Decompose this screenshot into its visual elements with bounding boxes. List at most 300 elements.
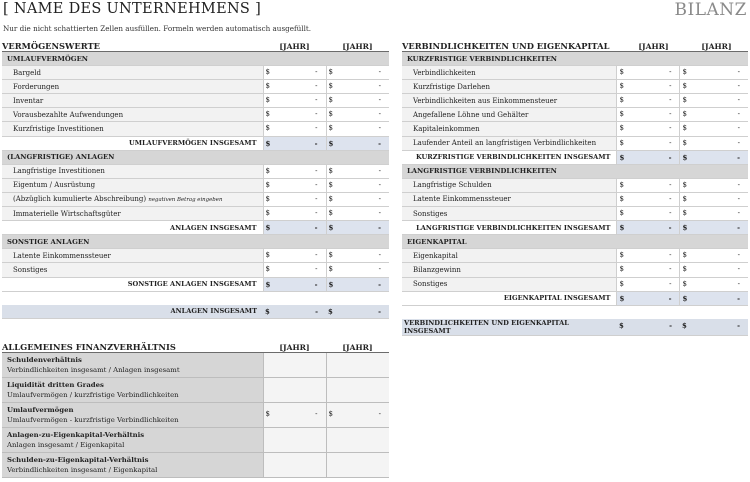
currency-symbol: $ <box>265 68 270 77</box>
row-label-text: Vorausbezahlte Aufwendungen <box>13 110 124 119</box>
assets-header <box>2 38 389 51</box>
table-row <box>2 66 389 80</box>
assets-section <box>2 38 389 319</box>
cell-value: - <box>669 82 672 91</box>
ratios-year2[interactable]: [JAHR] <box>342 343 373 352</box>
row-label-text: Kurzfristige Investitionen <box>13 125 104 134</box>
currency-symbol: $ <box>682 96 687 105</box>
row-label-text: Langfristige Schulden <box>413 181 492 190</box>
ratios-year1[interactable]: [JAHR] <box>279 343 310 352</box>
cell-value: - <box>315 82 318 91</box>
row-label-text: Sonstiges <box>413 209 448 218</box>
item-value-cell[interactable] <box>326 192 389 206</box>
cell-value: - <box>378 279 381 289</box>
cell-value: - <box>737 209 740 218</box>
total-label: LANGFRISTIGE VERBINDLICHKEITEN INSGESAMT <box>402 221 617 235</box>
cell-value: - <box>378 96 381 105</box>
ratios-section <box>2 339 389 478</box>
ratio-value-cell <box>263 453 326 478</box>
currency-symbol: $ <box>265 96 270 105</box>
cell-value: - <box>737 251 740 260</box>
table-row <box>2 164 389 178</box>
item-value-cell[interactable] <box>617 277 680 291</box>
table-row <box>402 178 748 192</box>
cell-value: - <box>737 194 740 203</box>
item-value-cell[interactable] <box>326 263 389 277</box>
currency-symbol: $ <box>265 138 271 148</box>
item-value-cell[interactable] <box>263 80 326 94</box>
cell-value: - <box>314 223 318 233</box>
liabilities-section <box>402 38 748 336</box>
row-label <box>2 249 263 263</box>
item-value-cell[interactable] <box>326 80 389 94</box>
item-value-cell[interactable] <box>326 164 389 178</box>
item-value-cell[interactable] <box>326 207 389 221</box>
currency-symbol: $ <box>328 251 333 260</box>
row-label <box>402 249 617 263</box>
row-label-text: Laufender Anteil an langfristigen Verbindlichkeiten <box>413 139 597 148</box>
item-value-cell[interactable] <box>680 178 748 192</box>
row-label <box>2 164 263 178</box>
ratio-row <box>2 403 389 428</box>
section-current-liabilities: KURZFRISTIGE VERBINDLICHKEITEN <box>402 52 748 66</box>
assets-table <box>2 52 389 319</box>
item-value-cell[interactable] <box>263 164 326 178</box>
ratio-formula: Verbindlichkeiten insgesamt / Anlagen insgesamt <box>7 366 180 374</box>
table-row <box>402 66 748 80</box>
cell-value: - <box>315 96 318 105</box>
row-label-text: Immaterielle Wirtschaftsgüter <box>13 209 121 218</box>
total-row <box>2 221 389 235</box>
ratio-row <box>2 428 389 453</box>
ratio-formula: Umlaufvermögen / kurzfristige Verbindlichkeiten <box>7 391 179 399</box>
row-label-text: (Abzüglich kumulierte Abschreibung) <box>13 195 147 204</box>
table-row <box>402 249 748 263</box>
item-value-cell[interactable] <box>263 122 326 136</box>
row-label-text: Bilanzgewinn <box>413 265 461 274</box>
currency-symbol: $ <box>265 124 270 133</box>
cell-value: - <box>737 279 740 288</box>
total-label: SONSTIGE ANLAGEN INSGESAMT <box>2 277 263 291</box>
ratios-header <box>2 339 389 352</box>
total-row <box>2 136 389 150</box>
row-label-text: Angefallene Löhne und Gehälter <box>413 110 529 119</box>
section-longterm-liabilities: LANGFRISTIGE VERBINDLICHKEITEN <box>402 164 748 178</box>
ratio-formula: Umlaufvermögen - kurzfristige Verbindlichkeiten <box>7 416 179 424</box>
item-value-cell[interactable] <box>680 192 748 206</box>
item-value-cell[interactable] <box>326 108 389 122</box>
currency-symbol: $ <box>682 138 687 147</box>
cell-value: - <box>737 320 740 330</box>
item-value-cell[interactable] <box>263 249 326 263</box>
ratio-value-cell <box>326 403 389 428</box>
grand-total-row <box>2 305 389 319</box>
row-label <box>402 207 617 221</box>
currency-symbol: $ <box>682 223 688 233</box>
item-value-cell[interactable] <box>617 136 680 150</box>
cell-value: - <box>669 124 672 133</box>
total-value-cell[interactable] <box>263 277 326 291</box>
row-label-text: Eigenkapital <box>413 251 458 260</box>
item-value-cell[interactable] <box>617 108 680 122</box>
cell-value: - <box>378 209 381 218</box>
item-value-cell[interactable] <box>263 192 326 206</box>
total-label: EIGENKAPITAL INSGESAMT <box>402 291 617 305</box>
row-label <box>402 192 617 206</box>
item-value-cell[interactable] <box>326 66 389 80</box>
ratio-formula: Verbindlichkeiten insgesamt / Eigenkapital <box>7 466 158 474</box>
cell-value: - <box>378 410 381 418</box>
ratio-value-cell <box>326 353 389 378</box>
item-value-cell[interactable] <box>680 207 748 221</box>
row-label-text: Sonstiges <box>13 265 48 274</box>
row-label <box>402 136 617 150</box>
currency-symbol: $ <box>265 209 270 218</box>
page-title: BILANZ <box>674 0 747 20</box>
currency-symbol: $ <box>328 124 333 133</box>
row-label <box>2 192 263 206</box>
currency-symbol: $ <box>328 68 333 77</box>
total-value-cell[interactable] <box>263 221 326 235</box>
row-label-text: Kurzfristige Darlehen <box>413 82 490 91</box>
currency-symbol: $ <box>328 410 333 418</box>
table-row <box>402 94 748 108</box>
ratio-title: Liquidität dritten Grades <box>7 381 104 389</box>
cell-value: - <box>315 194 318 203</box>
ratio-formula: Anlagen insgesamt / Eigenkapital <box>7 441 125 449</box>
cell-value: - <box>737 68 740 77</box>
currency-symbol: $ <box>681 320 687 330</box>
ratio-title: Schulden-zu-Eigenkapital-Verhältnis <box>7 456 149 464</box>
ratio-title: Anlagen-zu-Eigenkapital-Verhältnis <box>7 431 145 439</box>
item-value-cell[interactable] <box>326 249 389 263</box>
total-value-cell[interactable] <box>617 221 680 235</box>
total-value-cell[interactable] <box>263 305 326 319</box>
item-value-cell[interactable] <box>680 122 748 136</box>
item-value-cell[interactable] <box>617 80 680 94</box>
ratio-label <box>2 353 263 378</box>
total-value-cell[interactable] <box>326 136 389 150</box>
item-value-cell[interactable] <box>617 263 680 277</box>
currency-symbol: $ <box>328 306 333 316</box>
total-value-cell[interactable] <box>263 136 326 150</box>
row-label-text: Eigentum / Ausrüstung <box>13 181 96 190</box>
item-value-cell[interactable] <box>680 66 748 80</box>
currency-symbol: $ <box>619 223 625 233</box>
item-value-cell[interactable] <box>680 80 748 94</box>
currency-symbol: $ <box>328 265 333 274</box>
cell-value: - <box>737 265 740 274</box>
grand-total-row <box>402 319 748 336</box>
cell-value: - <box>737 124 740 133</box>
cell-value: - <box>378 251 381 260</box>
assets-heading: VERMÖGENSWERTE <box>2 41 100 51</box>
ratio-value-cell <box>326 453 389 478</box>
currency-symbol: $ <box>682 152 688 162</box>
cell-value: - <box>668 152 672 162</box>
currency-symbol: $ <box>682 209 687 218</box>
table-row <box>2 192 389 206</box>
item-value-cell[interactable] <box>680 263 748 277</box>
row-label <box>2 66 263 80</box>
currency-symbol: $ <box>328 223 334 233</box>
ratio-label <box>2 428 263 453</box>
row-label <box>402 277 617 291</box>
row-label <box>402 263 617 277</box>
row-label-text: Latente Einkommenssteuer <box>13 251 111 260</box>
item-value-cell[interactable] <box>263 66 326 80</box>
cell-value: - <box>378 124 381 133</box>
currency-symbol: $ <box>265 223 271 233</box>
row-label <box>2 80 263 94</box>
currency-symbol: $ <box>328 138 334 148</box>
ratio-value-cell <box>326 378 389 403</box>
item-value-cell[interactable] <box>617 207 680 221</box>
item-value-cell[interactable] <box>326 94 389 108</box>
total-row <box>402 150 748 164</box>
currency-symbol: $ <box>619 68 624 77</box>
cell-value: - <box>378 180 381 189</box>
item-value-cell[interactable] <box>617 94 680 108</box>
item-value-cell[interactable] <box>680 136 748 150</box>
row-label <box>402 94 617 108</box>
table-row <box>2 263 389 277</box>
currency-symbol: $ <box>619 265 624 274</box>
section-fixed-assets: (LANGFRISTIGE) ANLAGEN <box>2 150 389 164</box>
item-value-cell[interactable] <box>680 108 748 122</box>
total-value-cell[interactable] <box>680 319 748 336</box>
table-row <box>402 277 748 291</box>
item-value-cell[interactable] <box>617 66 680 80</box>
cell-value: - <box>737 96 740 105</box>
cell-value: - <box>315 410 318 418</box>
row-label <box>2 122 263 136</box>
table-row <box>402 192 748 206</box>
currency-symbol: $ <box>328 194 333 203</box>
row-label-text: Verbindlichkeiten aus Einkommensteuer <box>413 96 558 105</box>
table-row <box>2 249 389 263</box>
currency-symbol: $ <box>328 180 333 189</box>
cell-value: - <box>378 82 381 91</box>
total-value-cell[interactable] <box>680 150 748 164</box>
currency-symbol: $ <box>265 251 270 260</box>
table-row <box>402 136 748 150</box>
liabilities-table <box>402 52 748 336</box>
cell-value: - <box>737 82 740 91</box>
currency-symbol: $ <box>619 110 624 119</box>
company-name[interactable]: [ NAME DES UNTERNEHMENS ] <box>3 1 262 17</box>
cell-value: - <box>315 306 318 316</box>
row-hint: negativen Betrag eingeben <box>148 197 223 204</box>
item-value-cell[interactable] <box>326 122 389 136</box>
currency-symbol: $ <box>682 68 687 77</box>
currency-symbol: $ <box>328 82 333 91</box>
table-row <box>402 207 748 221</box>
cell-value: - <box>669 209 672 218</box>
currency-symbol: $ <box>265 180 270 189</box>
row-label-text: Kapitaleinkommen <box>413 125 480 134</box>
total-value-cell[interactable] <box>680 291 748 305</box>
cell-value: - <box>669 320 672 330</box>
total-value-cell[interactable] <box>326 221 389 235</box>
item-value-cell[interactable] <box>617 178 680 192</box>
item-value-cell[interactable] <box>617 122 680 136</box>
cell-value: - <box>737 152 740 162</box>
row-label-text: Bargeld <box>13 68 42 77</box>
item-value-cell[interactable] <box>263 108 326 122</box>
ratio-value-cell <box>263 403 326 428</box>
currency-symbol: $ <box>328 96 333 105</box>
table-row <box>402 108 748 122</box>
cell-value: - <box>669 68 672 77</box>
currency-symbol: $ <box>619 293 625 303</box>
cell-value: - <box>315 110 318 119</box>
liabilities-year2[interactable]: [JAHR] <box>701 42 732 51</box>
item-value-cell[interactable] <box>263 178 326 192</box>
table-row <box>402 263 748 277</box>
cell-value: - <box>378 223 381 233</box>
currency-symbol: $ <box>619 251 624 260</box>
table-row <box>2 80 389 94</box>
currency-symbol: $ <box>682 279 687 288</box>
cell-value: - <box>378 138 381 148</box>
assets-year1[interactable]: [JAHR] <box>279 42 310 51</box>
currency-symbol: $ <box>619 194 624 203</box>
item-value-cell[interactable] <box>326 178 389 192</box>
cell-value: - <box>669 180 672 189</box>
item-value-cell[interactable] <box>263 94 326 108</box>
table-row <box>2 108 389 122</box>
total-value-cell[interactable] <box>326 277 389 291</box>
ratio-row <box>2 453 389 478</box>
section-other-assets: SONSTIGE ANLAGEN <box>2 235 389 249</box>
currency-symbol: $ <box>682 124 687 133</box>
table-row <box>2 207 389 221</box>
row-label-text: Forderungen <box>13 82 60 91</box>
currency-symbol: $ <box>619 152 625 162</box>
total-value-cell[interactable] <box>617 291 680 305</box>
currency-symbol: $ <box>682 82 687 91</box>
cell-value: - <box>315 68 318 77</box>
currency-symbol: $ <box>682 265 687 274</box>
liabilities-year1[interactable]: [JAHR] <box>638 42 669 51</box>
ratio-label <box>2 403 263 428</box>
item-value-cell[interactable] <box>263 207 326 221</box>
cell-value: - <box>669 251 672 260</box>
currency-symbol: $ <box>619 279 624 288</box>
row-label <box>2 207 263 221</box>
currency-symbol: $ <box>619 96 624 105</box>
currency-symbol: $ <box>328 209 333 218</box>
row-label <box>2 263 263 277</box>
cell-value: - <box>669 265 672 274</box>
cell-value: - <box>378 110 381 119</box>
cell-value: - <box>315 124 318 133</box>
cell-value: - <box>669 279 672 288</box>
instruction-note: Nur die nicht schattierten Zellen ausfüllen. Formeln werden automatisch ausgefüllt. <box>3 24 312 33</box>
currency-symbol: $ <box>265 110 270 119</box>
ratio-value-cell <box>263 353 326 378</box>
cell-value: - <box>378 68 381 77</box>
ratio-title: Schuldenverhältnis <box>7 356 82 364</box>
table-row <box>402 122 748 136</box>
item-value-cell[interactable] <box>617 192 680 206</box>
currency-symbol: $ <box>328 279 334 289</box>
total-label: VERBINDLICHKEITEN UND EIGENKAPITAL INSGESAMT <box>402 319 617 336</box>
liabilities-header <box>402 38 748 51</box>
item-value-cell[interactable] <box>680 249 748 263</box>
item-value-cell[interactable] <box>680 94 748 108</box>
currency-symbol: $ <box>265 265 270 274</box>
cell-value: - <box>378 194 381 203</box>
table-row <box>402 80 748 94</box>
currency-symbol: $ <box>265 279 271 289</box>
ratio-row <box>2 353 389 378</box>
row-label-text: Sonstiges <box>413 280 448 289</box>
total-label: ANLAGEN INSGESAMT <box>2 305 263 319</box>
cell-value: - <box>737 180 740 189</box>
row-label <box>402 122 617 136</box>
item-value-cell[interactable] <box>263 263 326 277</box>
cell-value: - <box>315 251 318 260</box>
currency-symbol: $ <box>265 82 270 91</box>
total-row <box>402 221 748 235</box>
section-current-assets: UMLAUFVERMÖGEN <box>2 52 389 66</box>
total-label: UMLAUFVERMÖGEN INSGESAMT <box>2 136 263 150</box>
currency-symbol: $ <box>682 251 687 260</box>
currency-symbol: $ <box>265 194 270 203</box>
row-label-text: Inventar <box>13 96 44 105</box>
row-label <box>402 178 617 192</box>
total-row <box>2 277 389 291</box>
cell-value: - <box>669 96 672 105</box>
row-label <box>402 108 617 122</box>
cell-value: - <box>737 223 740 233</box>
cell-value: - <box>378 306 381 316</box>
row-label <box>2 94 263 108</box>
currency-symbol: $ <box>328 166 333 175</box>
currency-symbol: $ <box>328 110 333 119</box>
currency-symbol: $ <box>619 180 624 189</box>
total-row <box>402 291 748 305</box>
row-label-text: Verbindlichkeiten <box>413 68 476 77</box>
total-value-cell[interactable] <box>326 305 389 319</box>
currency-symbol: $ <box>265 306 270 316</box>
total-value-cell[interactable] <box>617 150 680 164</box>
cell-value: - <box>315 166 318 175</box>
currency-symbol: $ <box>682 180 687 189</box>
cell-value: - <box>314 138 318 148</box>
row-label <box>402 80 617 94</box>
ratio-value-cell <box>263 428 326 453</box>
total-value-cell[interactable] <box>680 221 748 235</box>
cell-value: - <box>737 138 740 147</box>
currency-symbol: $ <box>619 138 624 147</box>
cell-value: - <box>669 194 672 203</box>
section-equity: EIGENKAPITAL <box>402 235 748 249</box>
item-value-cell[interactable] <box>617 249 680 263</box>
row-label <box>2 178 263 192</box>
cell-value: - <box>315 209 318 218</box>
currency-symbol: $ <box>265 410 270 418</box>
ratio-value-cell <box>326 428 389 453</box>
row-label-text: Langfristige Investitionen <box>13 167 105 176</box>
cell-value: - <box>315 180 318 189</box>
item-value-cell[interactable] <box>680 277 748 291</box>
assets-year2[interactable]: [JAHR] <box>342 42 373 51</box>
total-value-cell[interactable] <box>617 319 680 336</box>
currency-symbol: $ <box>682 293 688 303</box>
